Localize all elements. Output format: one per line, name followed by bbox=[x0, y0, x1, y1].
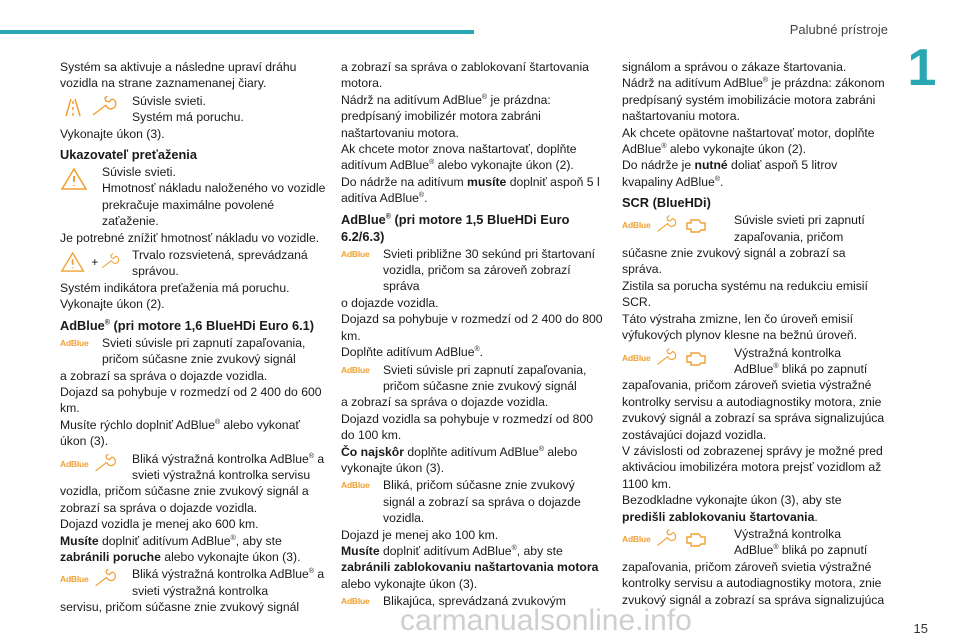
adblue-icon: AdBlue bbox=[622, 352, 651, 363]
icon-group bbox=[341, 365, 377, 375]
wrench-icon bbox=[93, 569, 119, 589]
indicator-meaning: Hmotnosť nákladu naloženého vo vozidle prekračuje maximálne povolené zaťaženie. bbox=[102, 181, 326, 229]
paragraph: Je potrebné znížiť hmotnosť nákladu vo vozidle. bbox=[60, 230, 320, 245]
indicator-state: Bliká, pričom súčasne znie zvukový signál a zobrazí sa správa o dojazde vozidla. bbox=[383, 478, 581, 526]
wrench-icon bbox=[93, 454, 119, 474]
paragraph: Musíte rýchlo doplniť AdBlue® alebo vykonať úkon (3). bbox=[60, 417, 300, 449]
paragraph: signálom a správou o zákaze štartovania. bbox=[622, 60, 847, 74]
adblue-icon: AdBlue bbox=[341, 596, 370, 607]
indicator-state: Bliká výstražná kontrolka AdBlue® a svieti výstražná kontrolka servisu bbox=[132, 451, 325, 482]
paragraph: Dojazd sa pohybuje v rozmedzí od 2 400 do 800 km. bbox=[341, 312, 603, 343]
icon-group bbox=[60, 338, 96, 348]
column-1 bbox=[60, 59, 326, 616]
watermark: carmanualsonline.info bbox=[400, 604, 692, 637]
indicator-row bbox=[622, 345, 888, 378]
section-heading: AdBlue® (pri motore 1,5 BlueHDi Euro 6.2/6.3) bbox=[341, 211, 570, 244]
wrench-icon bbox=[655, 529, 679, 549]
icon-group bbox=[60, 569, 126, 589]
indicator-row bbox=[341, 362, 607, 395]
paragraph: Dojazd vozidla je menej ako 600 km. bbox=[60, 517, 259, 532]
indicator-row bbox=[60, 164, 326, 230]
indicator-row bbox=[622, 212, 888, 245]
indicator-row bbox=[60, 93, 326, 126]
indicator-row bbox=[341, 593, 607, 609]
adblue-icon: AdBlue bbox=[60, 574, 89, 585]
overload-warning-icon bbox=[60, 250, 85, 274]
indicator-state: Súvisle svieti pri zapnutí zapaľovania, pričom bbox=[734, 213, 865, 244]
indicator-state: Súvisle svieti. bbox=[132, 93, 206, 108]
paragraph: Systém indikátora preťaženia má poruchu. bbox=[60, 280, 290, 295]
paragraph: zapaľovania, pričom zároveň svietia výstražné kontrolky servisu a autodiagnostiky motora, znie zvukový signál a zobrazí sa správa signalizujúca zostávajúci dojazd vozidla. bbox=[622, 378, 885, 442]
wrench-icon bbox=[100, 251, 122, 273]
section-heading: AdBlue® (pri motore 1,6 BlueHDi Euro 6.1) bbox=[60, 317, 315, 333]
paragraph: Dojazd vozidla sa pohybuje v rozmedzí od 800 do 100 km. bbox=[341, 411, 594, 443]
paragraph: Čo najskôr doplňte aditívum AdBlue® alebo vykonajte úkon (3). bbox=[341, 444, 578, 475]
indicator-state: Trvalo rozsvietená, sprevádzaná správou. bbox=[132, 248, 308, 279]
wrench-icon bbox=[90, 96, 120, 118]
icon-group bbox=[60, 454, 126, 474]
lane-warning-icon bbox=[60, 96, 86, 118]
header-accent-bar bbox=[0, 30, 474, 34]
indicator-state: Súvisle svieti. bbox=[102, 165, 176, 180]
adblue-icon: AdBlue bbox=[622, 220, 651, 231]
paragraph: Musíte doplniť aditívum AdBlue®, aby ste zabránili zablokovaniu naštartovania motora alebo vykonajte úkon (3). bbox=[341, 543, 599, 591]
paragraph: Zistila sa porucha systému na redukciu emisií SCR. bbox=[622, 278, 868, 310]
paragraph: Nádrž na aditívum AdBlue® je prázdna: zákonom predpísaný systém imobilizácie motora zabráni naštartovaniu motora. bbox=[622, 76, 885, 124]
paragraph: a zobrazí sa správa o dojazde vozidla. bbox=[341, 395, 549, 410]
overload-warning-icon bbox=[60, 167, 88, 191]
icon-group bbox=[60, 250, 126, 274]
paragraph: Bezodkladne vykonajte úkon (3), aby ste predišli zablokovaniu štartovania. bbox=[622, 493, 842, 524]
paragraph: Nádrž na aditívum AdBlue® je prázdna: predpísaný imobilizér motora zabráni naštartovaniu motora. bbox=[341, 92, 551, 140]
section-heading: Ukazovateľ preťaženia bbox=[60, 147, 197, 163]
column-2 bbox=[341, 59, 607, 610]
indicator-state: Svieti súvisle pri zapnutí zapaľovania, pričom súčasne znie zvukový signál bbox=[383, 362, 587, 393]
paragraph: Musíte doplniť aditívum AdBlue®, aby ste zabránili poruche alebo vykonajte úkon (3). bbox=[60, 533, 301, 564]
paragraph: Vykonajte úkon (3). bbox=[60, 126, 165, 141]
wrench-icon bbox=[655, 215, 679, 235]
engine-icon bbox=[683, 215, 709, 235]
paragraph: zapaľovania, pričom zároveň svietia výstražné kontrolky servisu a autodiagnostiky motora, znie zvukový signál a zobrazí sa správa signalizujúca bbox=[622, 559, 885, 607]
paragraph: Systém sa aktivuje a následne upraví dráhu vozidla na strane zaznamenanej čiary. bbox=[60, 60, 297, 91]
paragraph: Doplňte aditívum AdBlue®. bbox=[341, 345, 484, 360]
indicator-row bbox=[341, 246, 607, 295]
icon-group bbox=[341, 480, 377, 490]
icon-group bbox=[60, 96, 126, 118]
indicator-row bbox=[60, 566, 326, 599]
indicator-state: Výstražná kontrolka AdBlue® bliká po zapnutí bbox=[734, 345, 868, 376]
paragraph: Ak chcete motor znova naštartovať, doplňte aditívum AdBlue® alebo vykonajte úkon (2). bbox=[341, 142, 577, 173]
engine-icon bbox=[683, 529, 709, 549]
paragraph: V závislosti od zobrazenej správy je možné pred aktiváciou imobilizéra motora prejsť vozidlom až 1100 km. bbox=[622, 443, 883, 491]
icon-group bbox=[622, 215, 728, 235]
indicator-row bbox=[60, 451, 326, 484]
icon-group bbox=[341, 596, 377, 606]
adblue-icon: AdBlue bbox=[341, 248, 370, 259]
adblue-icon: AdBlue bbox=[60, 337, 89, 348]
paragraph: Táto výstraha zmizne, len čo úroveň emisií výfukových plynov klesne na bežnú úroveň. bbox=[622, 311, 858, 343]
adblue-icon: AdBlue bbox=[622, 533, 651, 544]
plus-sign: + bbox=[91, 254, 99, 269]
paragraph: Do nádrže na aditívum musíte doplniť aspoň 5 l aditíva AdBlue®. bbox=[341, 174, 600, 206]
indicator-state: Blikajúca, sprevádzaná zvukovým bbox=[383, 594, 566, 609]
indicator-meaning: Systém má poruchu. bbox=[132, 110, 244, 125]
adblue-icon: AdBlue bbox=[341, 364, 370, 375]
paragraph: Dojazd sa pohybuje v rozmedzí od 2 400 do 600 km. bbox=[60, 384, 322, 416]
paragraph: o dojazde vozidla. bbox=[341, 295, 439, 310]
page-number: 15 bbox=[913, 621, 928, 636]
chapter-number: 1 bbox=[907, 39, 937, 97]
adblue-icon: AdBlue bbox=[341, 480, 370, 491]
indicator-state: Výstražná kontrolka AdBlue® bliká po zapnutí bbox=[734, 526, 868, 558]
chapter-title: Palubné prístroje bbox=[789, 22, 888, 37]
indicator-row bbox=[60, 335, 326, 368]
paragraph: Do nádrže je nutné doliať aspoň 5 litrov kvapaliny AdBlue®. bbox=[622, 158, 838, 189]
indicator-row bbox=[341, 477, 607, 526]
indicator-row bbox=[60, 247, 326, 280]
column-3 bbox=[622, 59, 888, 608]
indicator-state: Bliká výstražná kontrolka AdBlue® a svieti výstražná kontrolka bbox=[132, 567, 325, 598]
paragraph: vozidla, pričom súčasne znie zvukový signál a zobrazí sa správa o dojazde vozidla. bbox=[60, 484, 309, 515]
adblue-icon: AdBlue bbox=[60, 458, 89, 469]
paragraph: a zobrazí sa správa o zablokovaní štartovania motora. bbox=[341, 60, 589, 91]
icon-group bbox=[60, 167, 96, 191]
wrench-icon bbox=[655, 348, 679, 368]
paragraph: Ak chcete opätovne naštartovať motor, doplňte AdBlue® alebo vykonajte úkon (2). bbox=[622, 125, 875, 157]
section-heading: SCR (BlueHDi) bbox=[622, 195, 711, 211]
icon-group bbox=[341, 249, 377, 259]
paragraph: súčasne znie zvukový signál a zobrazí sa správa. bbox=[622, 246, 846, 277]
indicator-state: Svieti približne 30 sekúnd pri štartovaní vozidla, pričom sa zároveň zobrazí správa bbox=[383, 246, 596, 294]
icon-group bbox=[622, 529, 728, 549]
indicator-row bbox=[622, 526, 888, 559]
paragraph: Vykonajte úkon (2). bbox=[60, 297, 165, 312]
indicator-state: Svieti súvisle pri zapnutí zapaľovania, pričom súčasne znie zvukový signál bbox=[102, 335, 306, 367]
paragraph: a zobrazí sa správa o dojazde vozidla. bbox=[60, 368, 268, 383]
engine-icon bbox=[683, 348, 709, 368]
paragraph: Dojazd je menej ako 100 km. bbox=[341, 527, 499, 542]
icon-group bbox=[622, 348, 728, 368]
paragraph: servisu, pričom súčasne znie zvukový signál bbox=[60, 600, 300, 615]
